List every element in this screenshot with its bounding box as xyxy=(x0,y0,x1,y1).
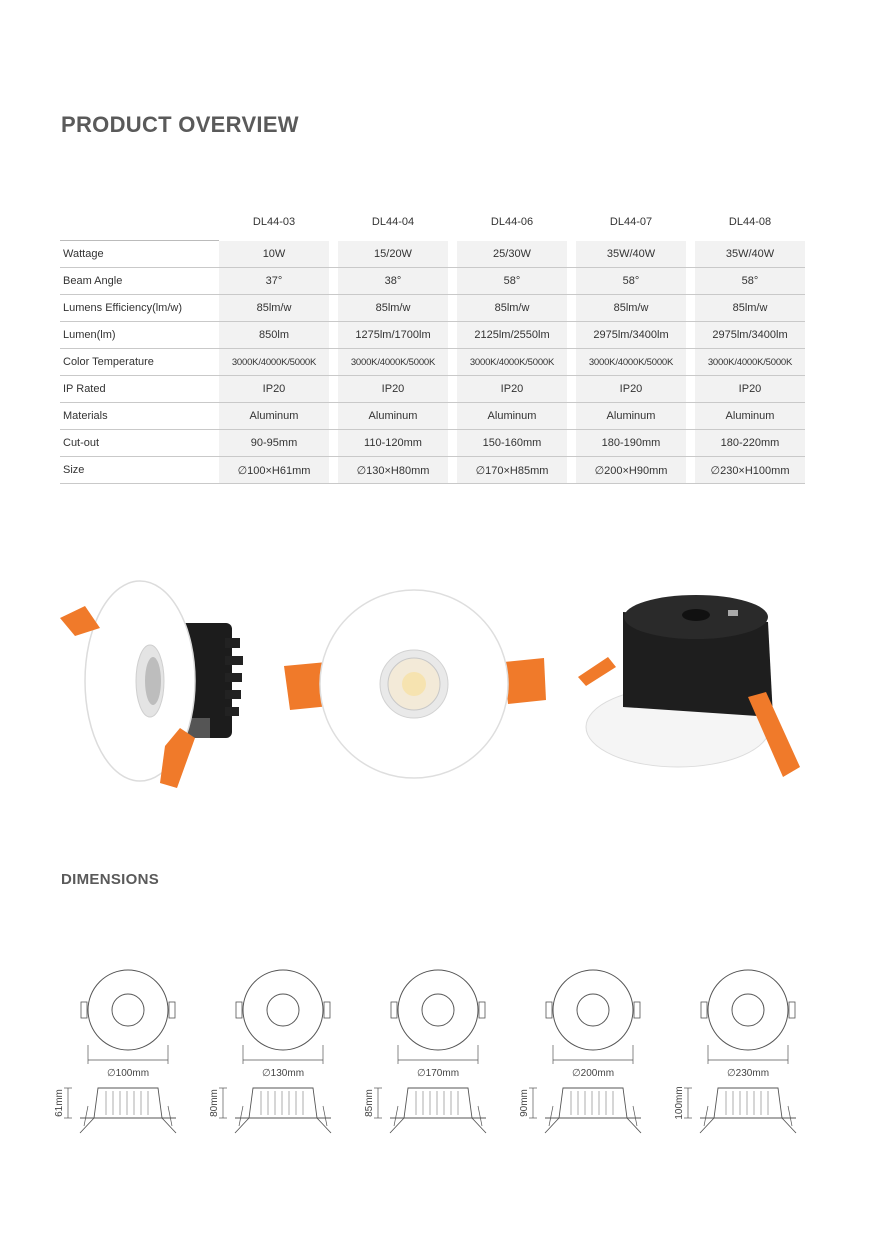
cell-gap xyxy=(448,403,457,430)
spec-table xyxy=(60,206,805,484)
table-row xyxy=(60,295,805,322)
cell-gap xyxy=(567,241,576,268)
dimension-drawing xyxy=(54,970,176,1133)
table-cell: 58° xyxy=(457,268,567,295)
table-cell: 85lm/w xyxy=(695,295,805,322)
table-cell: 10W xyxy=(219,241,329,268)
model-header: DL44-07 xyxy=(609,215,653,228)
table-cell: 37° xyxy=(219,268,329,295)
row-label: Lumen(lm) xyxy=(60,322,219,349)
cell-gap xyxy=(567,403,576,430)
cell-gap xyxy=(686,430,695,457)
table-cell: IP20 xyxy=(338,376,448,403)
table-cell: 15/20W xyxy=(338,241,448,268)
table-cell: Aluminum xyxy=(219,403,329,430)
cell-gap xyxy=(329,295,338,322)
height-label: 61mm xyxy=(54,1089,65,1117)
product-photo-side xyxy=(55,578,255,793)
table-cell: 1275lm/1700lm xyxy=(338,322,448,349)
table-cell: ∅200×H90mm xyxy=(576,457,686,484)
cell-gap xyxy=(329,241,338,268)
model-header: DL44-08 xyxy=(728,215,772,228)
model-header: DL44-03 xyxy=(252,215,296,228)
table-body xyxy=(60,241,805,484)
table-cell: IP20 xyxy=(576,376,686,403)
table-cell: IP20 xyxy=(695,376,805,403)
table-cell: 3000K/4000K/5000K xyxy=(576,349,686,376)
table-row xyxy=(60,376,805,403)
row-label: Materials xyxy=(60,403,219,430)
table-cell: 85lm/w xyxy=(457,295,567,322)
cell-gap xyxy=(448,295,457,322)
cell-gap xyxy=(329,376,338,403)
table-header-row xyxy=(60,206,805,241)
cell-gap xyxy=(567,349,576,376)
table-cell: 38° xyxy=(338,268,448,295)
cell-gap xyxy=(329,403,338,430)
header-gap xyxy=(448,206,457,241)
table-cell: 35W/40W xyxy=(695,241,805,268)
cell-gap xyxy=(329,349,338,376)
cell-gap xyxy=(448,268,457,295)
row-label: Color Temperature xyxy=(60,349,219,376)
diameter-label: ∅230mm xyxy=(726,1068,770,1079)
table-row xyxy=(60,457,805,484)
table-cell: 3000K/4000K/5000K xyxy=(695,349,805,376)
cell-gap xyxy=(567,376,576,403)
table-cell: Aluminum xyxy=(338,403,448,430)
diameter-label: ∅200mm xyxy=(571,1068,615,1079)
table-cell: 2975lm/3400lm xyxy=(695,322,805,349)
cell-gap xyxy=(686,241,695,268)
cell-gap xyxy=(686,268,695,295)
header-gap xyxy=(329,206,338,241)
table-header-empty xyxy=(60,206,219,241)
cell-gap xyxy=(686,322,695,349)
table-cell: 85lm/w xyxy=(576,295,686,322)
table-cell: 85lm/w xyxy=(219,295,329,322)
header-gap xyxy=(567,206,576,241)
table-cell: 3000K/4000K/5000K xyxy=(338,349,448,376)
cell-gap xyxy=(329,457,338,484)
cell-gap xyxy=(448,322,457,349)
dimension-drawing xyxy=(674,970,796,1133)
table-row xyxy=(60,241,805,268)
dimension-drawing xyxy=(364,970,486,1133)
row-label: Cut-out xyxy=(60,430,219,457)
table-cell: 35W/40W xyxy=(576,241,686,268)
table-cell: 110-120mm xyxy=(338,430,448,457)
table-cell: 2125lm/2550lm xyxy=(457,322,567,349)
table-cell: 850lm xyxy=(219,322,329,349)
table-cell: 2975lm/3400lm xyxy=(576,322,686,349)
table-cell: Aluminum xyxy=(695,403,805,430)
spring-clip-right xyxy=(504,658,546,704)
row-label: Wattage xyxy=(60,241,219,268)
product-photo-rear xyxy=(578,582,808,797)
height-label: 80mm xyxy=(209,1089,220,1117)
height-label: 100mm xyxy=(674,1086,685,1120)
cell-gap xyxy=(567,295,576,322)
table-row xyxy=(60,430,805,457)
cell-gap xyxy=(686,349,695,376)
table-cell: ∅170×H85mm xyxy=(457,457,567,484)
table-cell: 180-190mm xyxy=(576,430,686,457)
cell-gap xyxy=(686,403,695,430)
cell-gap xyxy=(686,457,695,484)
table-row xyxy=(60,268,805,295)
page-title: PRODUCT OVERVIEW xyxy=(61,112,299,137)
cell-gap xyxy=(448,457,457,484)
cell-gap xyxy=(567,430,576,457)
table-row xyxy=(60,322,805,349)
table-cell: 3000K/4000K/5000K xyxy=(219,349,329,376)
height-label: 85mm xyxy=(364,1089,375,1117)
model-header: DL44-04 xyxy=(371,215,415,228)
cell-gap xyxy=(329,322,338,349)
table-cell: 25/30W xyxy=(457,241,567,268)
cell-gap xyxy=(448,376,457,403)
table-cell: IP20 xyxy=(219,376,329,403)
table-cell: 58° xyxy=(695,268,805,295)
table-cell: 180-220mm xyxy=(695,430,805,457)
height-label: 90mm xyxy=(519,1089,530,1117)
table-cell: 90-95mm xyxy=(219,430,329,457)
cell-gap xyxy=(567,322,576,349)
row-label: Beam Angle xyxy=(60,268,219,295)
cell-gap xyxy=(329,268,338,295)
table-cell: ∅100×H61mm xyxy=(219,457,329,484)
table-cell: 3000K/4000K/5000K xyxy=(457,349,567,376)
table-cell: IP20 xyxy=(457,376,567,403)
diameter-label: ∅130mm xyxy=(261,1068,305,1079)
cell-gap xyxy=(686,295,695,322)
product-photo-front xyxy=(282,588,552,788)
row-label: Size xyxy=(60,457,219,484)
row-label: IP Rated xyxy=(60,376,219,403)
model-header: DL44-06 xyxy=(490,215,534,228)
table-cell: ∅130×H80mm xyxy=(338,457,448,484)
diameter-label: ∅170mm xyxy=(416,1068,460,1079)
dimension-drawing xyxy=(519,970,641,1133)
cell-gap xyxy=(567,457,576,484)
row-label: Lumens Efficiency(lm/w) xyxy=(60,295,219,322)
table-cell: 150-160mm xyxy=(457,430,567,457)
table-cell: ∅230×H100mm xyxy=(695,457,805,484)
dimension-drawings xyxy=(0,960,875,1160)
cell-gap xyxy=(448,349,457,376)
cell-gap xyxy=(686,376,695,403)
cell-gap xyxy=(567,268,576,295)
table-cell: Aluminum xyxy=(576,403,686,430)
dimensions-title: DIMENSIONS xyxy=(61,871,160,888)
table-cell: 85lm/w xyxy=(338,295,448,322)
cell-gap xyxy=(329,430,338,457)
dimension-drawing xyxy=(209,970,331,1133)
table-row xyxy=(60,349,805,376)
diameter-label: ∅100mm xyxy=(106,1068,150,1079)
table-row xyxy=(60,403,805,430)
table-cell: Aluminum xyxy=(457,403,567,430)
table-cell: 58° xyxy=(576,268,686,295)
cell-gap xyxy=(448,430,457,457)
cell-gap xyxy=(448,241,457,268)
header-gap xyxy=(686,206,695,241)
